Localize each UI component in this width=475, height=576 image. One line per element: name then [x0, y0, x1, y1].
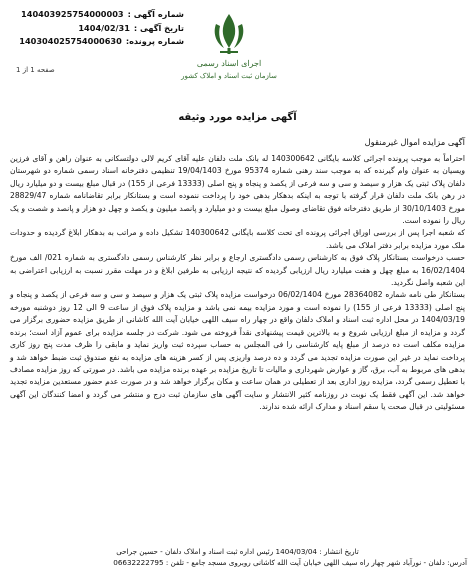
notice-title: آگهی مزایده مورد وثیقه [178, 112, 297, 123]
signature-line: تاریخ انتشار : 1404/03/04 رئیس اداره ثبت اسناد و املاک دلفان - حسین جراحی [116, 547, 359, 556]
meta-label: شماره آگهی : [127, 9, 184, 19]
office-address: آدرس: دلفان - نورآباد شهر چهار راه سیف اللهی خیابان آیت الله کاشانی روبروی مسجد جامع - تلفن : 06632222795 [113, 558, 467, 567]
meta-value: 1404/02/31 [78, 22, 130, 33]
iran-emblem-icon [206, 10, 252, 56]
organization-subtitle: سازمان ثبت اسناد و املاک کشور [181, 72, 277, 80]
notice-paragraph: احتراماً به موجب پرونده اجرائی کلاسه بایگانی 140300642 له بانک ملت دلفان علیه آقای کریم لالی دولتسکانی به عنوان راهن و آقای فرزین ویسیان به عنوان وام گیرنده که به موجب سند رهنی شماره 95374 مورخ 19/04/1403 تنظیمی دفترخانه اسناد رسمی شماره دو شهرستان دلفان پلاک ثبتی یک هزار و سیصد و سی و سه فرعی از یکصد و پنجاه و پنج اصلی (13333 فرعی از 155) در قبال مبلغ بیست و دو میلیارد ریال در رهن بانک ملت دلفان قرار گرفته با توجه به اینکه بدهکار بدهی خود را پرداخت ننموده است و بستانکار برابر تقاضانامه شماره 28829/47 مورخ 30/10/1403 از طریق دفترخانه فوق تقاضای وصول مبلغ بیست و دو میلیارد و پانصد میلیون و یکصد و چهل دو هزار و پانصد و شصت و یک ریال را نموده است. [10, 154, 466, 226]
meta-value: 140304025754000630 [19, 36, 122, 46]
notice-body [8, 153, 467, 414]
meta-notice-date [14, 22, 184, 36]
page-count: صفحه 1 از 1 [16, 66, 55, 74]
notice-subtitle: آگهی مزایده اموال غیرمنقول [364, 137, 465, 147]
notice-footer [8, 546, 467, 568]
organization-name: اجرای اسناد رسمی [196, 59, 262, 68]
notice-metadata [14, 8, 184, 49]
meta-label: شماره پرونده: [125, 36, 184, 46]
notice-header [8, 4, 467, 100]
notice-paragraph: بستانکار طی نامه شماره 28364082 مورخ 06/02/1404 درخواست مزایده پلاک ثبتی یک هزار و سیصد و سی و سه فرعی از یکصد و پنجاه و پنج اصلی (13333 فرعی از 155) را نموده است و مورد مزایده بیمه نمی باشد و مزایده پلاک فوق از ساعت 9 الی 12 روز دوشنبه مورخه 1404/03/19 در محل اداره ثبت اسناد و املاک دلفان واقع در چهار راه سیف اللهی خیابان آیت الله کاشانی از طریق مزایده حضوری برگزار می گردد و مزایده از مبلغ ارزیابی شروع و به بالاترین قیمت پیشنهادی نقداً فروخته می شود. شرکت در جلسه مزایده برای عموم آزاد است؛ برنده مزایده مکلف است ده درصد از مبلغ پایه کارشناسی را فی المجلس به حساب سپرده ثبت واریز نماید و مابقی را ظرف مدت پنج روز کاری پرداخت نماید در غیر این صورت مزایده تجدید می گردد و ده درصد واریزی پس از کسر هزینه های مزایده به نفع صندوق ثبت ضبط خواهد شد و بدهی های مربوط به آب، برق، گاز و عوارض شهرداری و مالیات تا تاریخ مزایده بر عهده برنده مزایده می باشد. در صورتی که روز مزایده مصادف با تعطیل رسمی گردد، مزایده روز اداری بعد از تعطیلی در همان ساعت و مکان برگزار خواهد شد و در صورت عدم حضور مستعدین مزایده تجدید خواهد شد. این آگهی فقط یک نوبت در روزنامه کثیر الانتشار و سایت آگهی های سازمان ثبت درج و منتشر می گردد و امضا کنندگان این آگهی مسئولیتی در قبال صحت یا سقم اسناد و مدارک ارائه شده ندارند. [10, 290, 465, 412]
meta-label: تاریخ آگهی : [133, 22, 184, 33]
meta-notice-number [14, 8, 184, 22]
meta-value: 140403925754000003 [21, 9, 124, 19]
notice-paragraph: حسب درخواست بستانکار پلاک فوق به کارشناس رسمی دادگستری ارجاع و برابر نظر کارشناس رسمی دادگستری به شماره 021/ الف مورخ 16/02/1404 به مبلغ چهل و هفت میلیارد ریال ارزیابی گردیده که نتیجه ارزیابی به طرفین ابلاغ و در مهلت مقرر نسبت به ارزیابی اعتراضی به این شعبه واصل نگردید. [10, 253, 466, 288]
notice-paragraph: که شعبه اجرا پس از بررسی اوراق اجرائی پرونده ای تحت کلاسه بایگانی 140300642 تشکیل داده و مراتب به بدهکار ابلاغ گردیده و حدودات ملک مورد مزایده برابر دفتر املاک می باشد. [10, 228, 465, 250]
meta-case-number [14, 35, 184, 49]
